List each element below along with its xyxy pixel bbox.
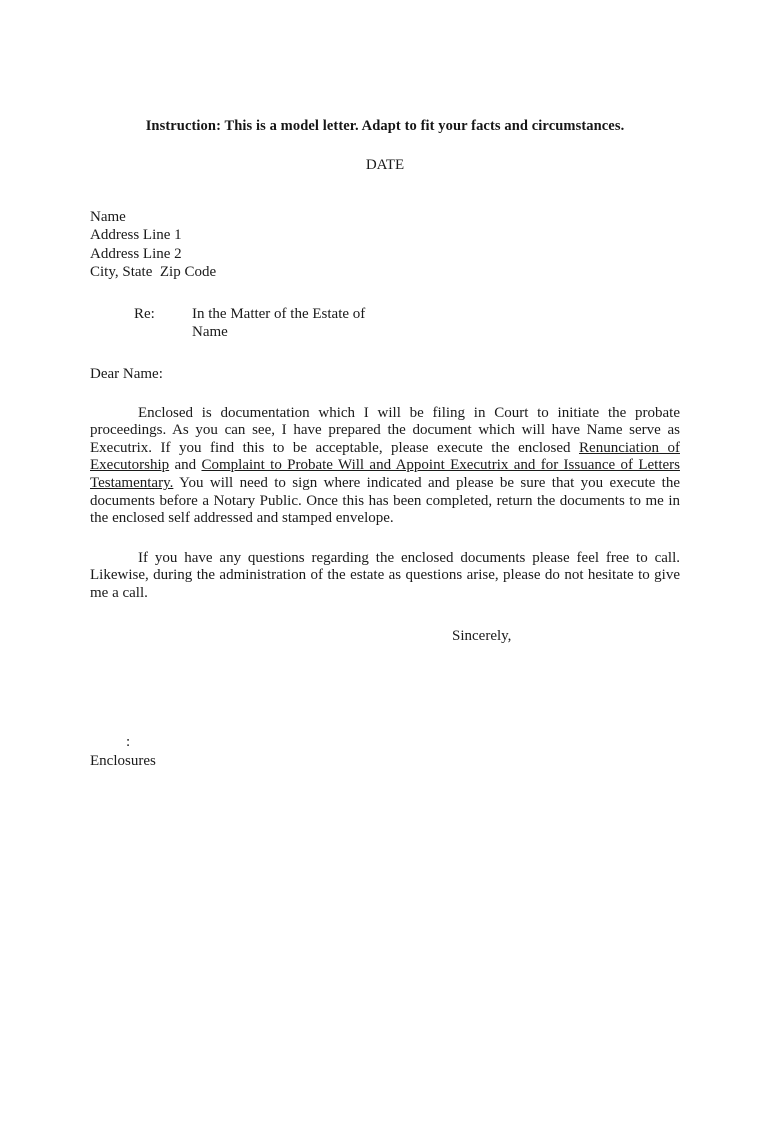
paragraph-1-part-2: and [169,457,202,474]
enclosures-label: Enclosures [90,752,156,769]
re-label: Re: [134,306,155,323]
body-paragraph-1 [90,405,680,528]
salutation: Dear Name: [90,365,163,382]
re-subject-line-1: In the Matter of the Estate of [192,306,366,323]
re-block [90,305,680,342]
re-first-row [134,305,680,323]
paragraph-1-part-1: Enclosed is documentation which I will be filing in Court to initiate the probate proceedings. As you can see, I have prepared the document which will have Name serve as Executrix. If you find this to be acceptable, please execute the enclosed [90,404,680,456]
document-link-renunciation: Renunciation of Executorship [90,439,680,474]
recipient-address-line-2: Address Line 2 [90,245,182,262]
letter-page [0,118,770,1142]
paragraph-1-part-3: You will need to sign where indicated and please be sure that you execute the documents before a Notary Public. Once this has been completed, return the documents to me in the enclosed self addressed and stamped envelope. [90,474,680,527]
initials-colon-line: : [126,734,131,751]
body-paragraph-2: If you have any questions regarding the enclosed documents please feel free to call. Likewise, during the administration of the estate as questions arise, please do not hesitate to give me a call. [90,549,680,601]
document-link-complaint: Complaint to Probate Will and Appoint Executrix and for Issuance of Letters Testamentary. [90,457,680,491]
recipient-city-state-zip: City, State Zip Code [90,263,217,280]
closing-salutation: Sincerely, [452,628,512,645]
re-subject-line-2: Name [192,324,228,341]
recipient-address-block [90,208,680,281]
recipient-name: Name [90,209,126,225]
recipient-address-line-1: Address Line 1 [90,227,182,244]
date-placeholder: DATE [365,157,405,173]
instruction-heading: Instruction: This is a model letter. Adapt to fit your facts and circumstances. [145,118,625,134]
